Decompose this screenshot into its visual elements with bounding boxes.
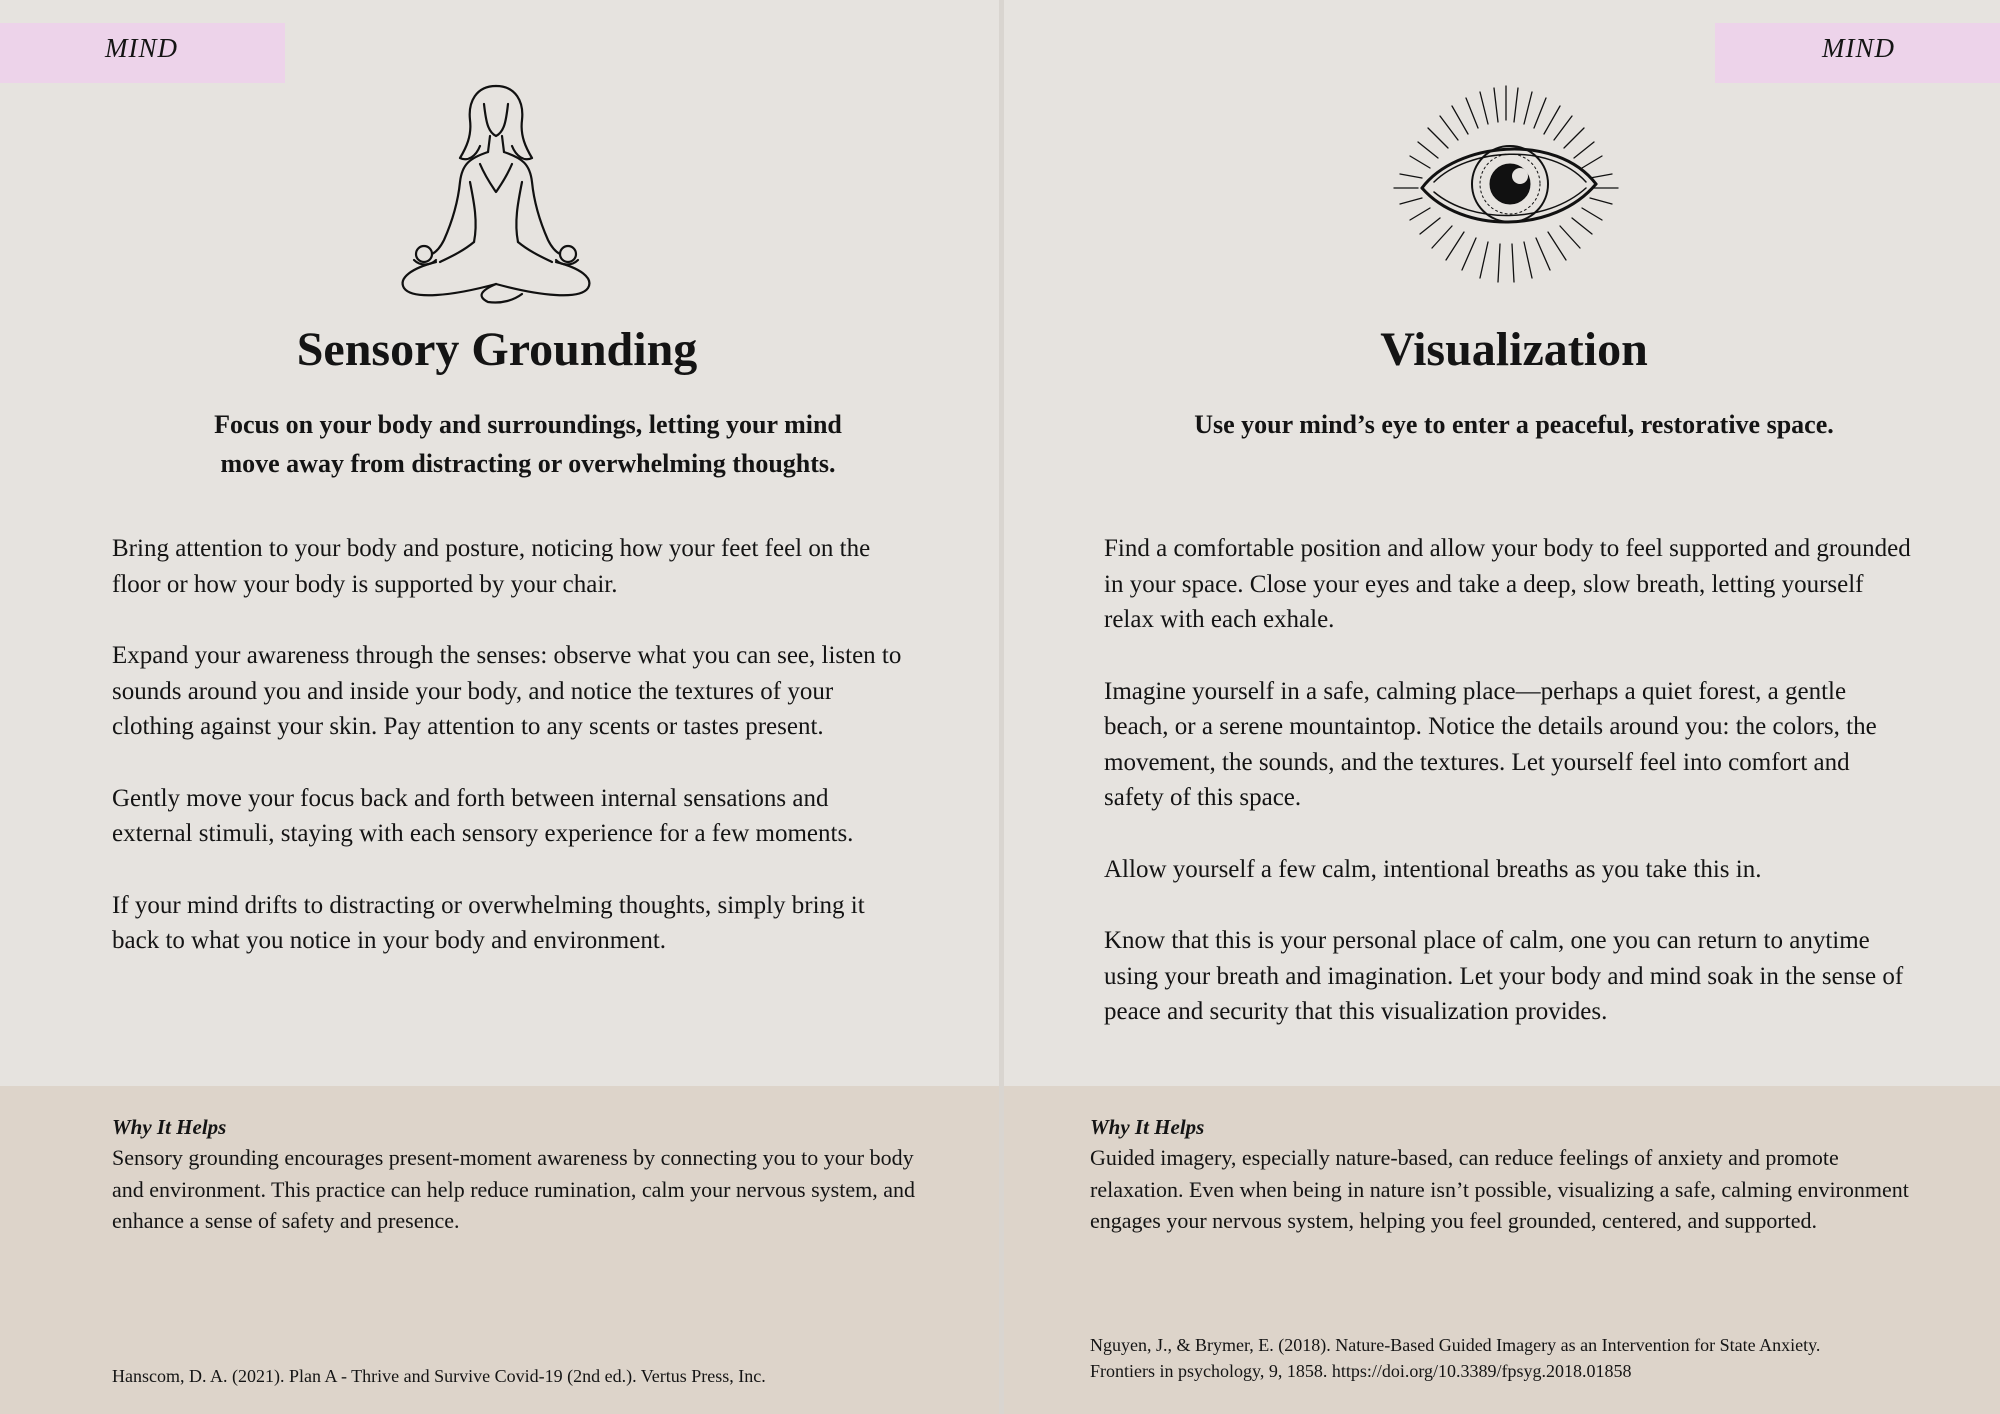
reference [1090, 1332, 1990, 1384]
eye-icon [1386, 84, 1626, 284]
reference-line: Nguyen, J., & Brymer, E. (2018). Nature-Based Guided Imagery as an Intervention for State Anxiety. [1090, 1335, 1821, 1355]
page-subtitle [140, 405, 916, 483]
instruction-paragraph: Bring attention to your body and posture, noticing how your feet feel on the floor or how your body is supported by your chair. [112, 535, 871, 598]
instruction-paragraph: Find a comfortable position and allow your body to feel supported and grounded in your space. Close your eyes and take a deep, slow breath, letting yourself relax with each exhale. [1104, 535, 1911, 633]
page-title: Visualization [1380, 323, 1648, 376]
right-page [1004, 0, 2000, 1414]
subtitle-line: Use your mind’s eye to enter a peaceful, restorative space. [1194, 410, 1834, 439]
page-subtitle [1104, 405, 1924, 444]
instructions [112, 531, 902, 995]
section-tag: MIND [1715, 23, 2000, 83]
subtitle-line: move away from distracting or overwhelming thoughts. [220, 449, 836, 478]
instruction-paragraph: Imagine yourself in a safe, calming place—perhaps a quiet forest, a gentle beach, or a serene mountaintop. Notice the details around you: the colors, the movement, the sounds, and the textures. Let yourself feel into comfort and safety of this space. [1104, 677, 1877, 811]
reference-line: Frontiers in psychology, 9, 1858. https://doi.org/10.3389/fpsyg.2018.01858 [1090, 1361, 1632, 1381]
instructions [1104, 531, 1914, 1066]
instruction-paragraph: Allow yourself a few calm, intentional breaths as you take this in. [1104, 855, 1762, 883]
why-it-helps-heading: Why It Helps [112, 1115, 227, 1139]
why-it-helps-text: Guided imagery, especially nature-based, can reduce feelings of anxiety and promote relaxation. Even when being in nature isn’t possible, visualizing a safe, calming environment engages your nervous system, helping you feel grounded, centered, and supported. [1090, 1145, 1909, 1233]
instruction-paragraph: If your mind drifts to distracting or overwhelming thoughts, simply bring it back to what you notice in your body and environment. [112, 891, 865, 954]
reference: Hanscom, D. A. (2021). Plan A - Thrive and Survive Covid-19 (2nd ed.). Vertus Press, Inc. [112, 1366, 766, 1386]
meditation-figure-icon [392, 82, 600, 306]
subtitle-line: Focus on your body and surroundings, letting your mind [214, 410, 842, 439]
why-it-helps [1090, 1112, 1910, 1237]
why-it-helps-text: Sensory grounding encourages present-moment awareness by connecting you to your body and environment. This practice can help reduce rumination, calm your nervous system, and enhance a sense of safety and presence. [112, 1145, 915, 1233]
why-it-helps-heading: Why It Helps [1090, 1115, 1205, 1139]
instruction-paragraph: Expand your awareness through the senses: observe what you can see, listen to sounds around you and inside your body, and notice the textures of your clothing against your skin. Pay attention to any scents or tastes present. [112, 642, 902, 740]
why-it-helps [112, 1112, 942, 1237]
instruction-paragraph: Know that this is your personal place of calm, one you can return to anytime using your breath and imagination. Let your body and mind soak in the sense of peace and security that this visualization provides. [1104, 927, 1904, 1025]
section-tag: MIND [0, 23, 285, 83]
page-title: Sensory Grounding [296, 323, 698, 376]
instruction-paragraph: Gently move your focus back and forth between internal sensations and external stimuli, staying with each sensory experience for a few moments. [112, 784, 854, 847]
